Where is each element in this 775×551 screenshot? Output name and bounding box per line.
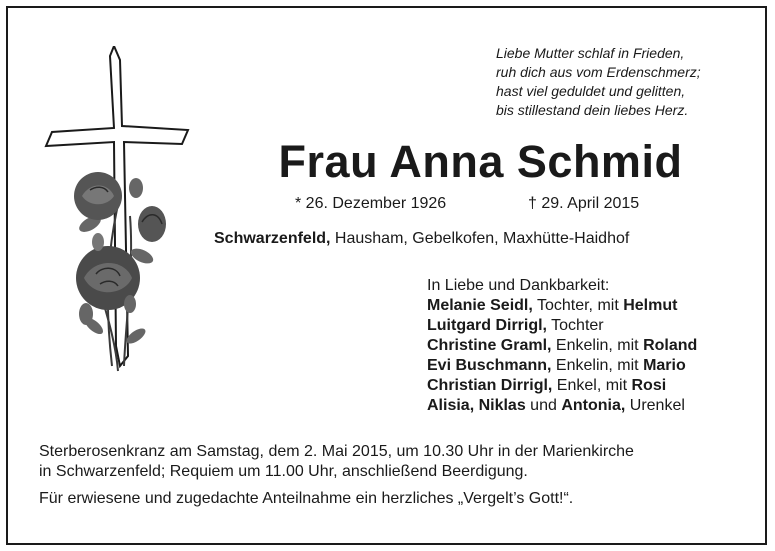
mourner-line xyxy=(427,336,697,356)
death-date: † 29. April 2015 xyxy=(528,195,640,212)
mourners-intro: In Liebe und Dankbarkeit: xyxy=(427,277,610,294)
mourners-list xyxy=(427,276,697,416)
poem-line: Liebe Mutter schlaf in Frieden, xyxy=(496,45,685,61)
mourner-relation: und xyxy=(525,397,562,414)
mourner-name: Roland xyxy=(643,337,698,354)
service-info xyxy=(39,442,759,482)
deceased-name: Frau Anna Schmid xyxy=(278,136,683,187)
mourner-name: Rosi xyxy=(631,377,667,394)
other-places: Hausham, Gebelkofen, Maxhütte-Haidhof xyxy=(330,230,630,247)
mourner-name: Christian Dirrigl, xyxy=(427,377,553,394)
mourner-relation: Tochter xyxy=(547,317,604,334)
poem-line: hast viel geduldet und gelitten, xyxy=(496,83,686,99)
birth-date: * 26. Dezember 1926 xyxy=(295,195,447,212)
poem-line: ruh dich aus vom Erdenschmerz; xyxy=(496,64,701,80)
places-line xyxy=(214,230,629,248)
service-line: Sterberosenkranz am Samstag, dem 2. Mai 2015, um 10.30 Uhr in der Marienkirche xyxy=(39,443,634,460)
poem-line: bis stillestand dein liebes Herz. xyxy=(496,102,689,118)
cross-with-roses-icon xyxy=(38,46,198,376)
mourner-name: Luitgard Dirrigl, xyxy=(427,317,547,334)
mourner-line xyxy=(427,376,697,396)
mourner-line xyxy=(427,356,697,376)
mourner-name: Antonia, xyxy=(561,397,626,414)
mourner-name: Mario xyxy=(643,357,686,374)
mourner-relation: Tochter, mit xyxy=(532,297,624,314)
mourner-line xyxy=(427,396,697,416)
mourner-relation: Urenkel xyxy=(625,397,685,414)
mourner-relation: Enkel, mit xyxy=(552,377,632,394)
main-place: Schwarzenfeld, xyxy=(214,230,331,247)
service-line: in Schwarzenfeld; Requiem um 11.00 Uhr, anschließend Beerdigung. xyxy=(39,463,528,480)
mourner-name: Melanie Seidl, xyxy=(427,297,533,314)
mourner-name: Alisia, Niklas xyxy=(427,397,526,414)
mourner-line xyxy=(427,296,697,316)
mourner-name: Evi Buschmann, xyxy=(427,357,552,374)
mourner-line xyxy=(427,316,697,336)
obituary-notice xyxy=(6,6,767,545)
poem xyxy=(496,44,756,120)
mourner-relation: Enkelin, mit xyxy=(551,357,644,374)
mourner-name: Christine Graml, xyxy=(427,337,552,354)
mourner-name: Helmut xyxy=(623,297,678,314)
mourner-relation: Enkelin, mit xyxy=(551,337,644,354)
thanks-line: Für erwiesene und zugedachte Anteilnahme ein herzliches „Vergelt’s Gott!“. xyxy=(39,490,574,507)
